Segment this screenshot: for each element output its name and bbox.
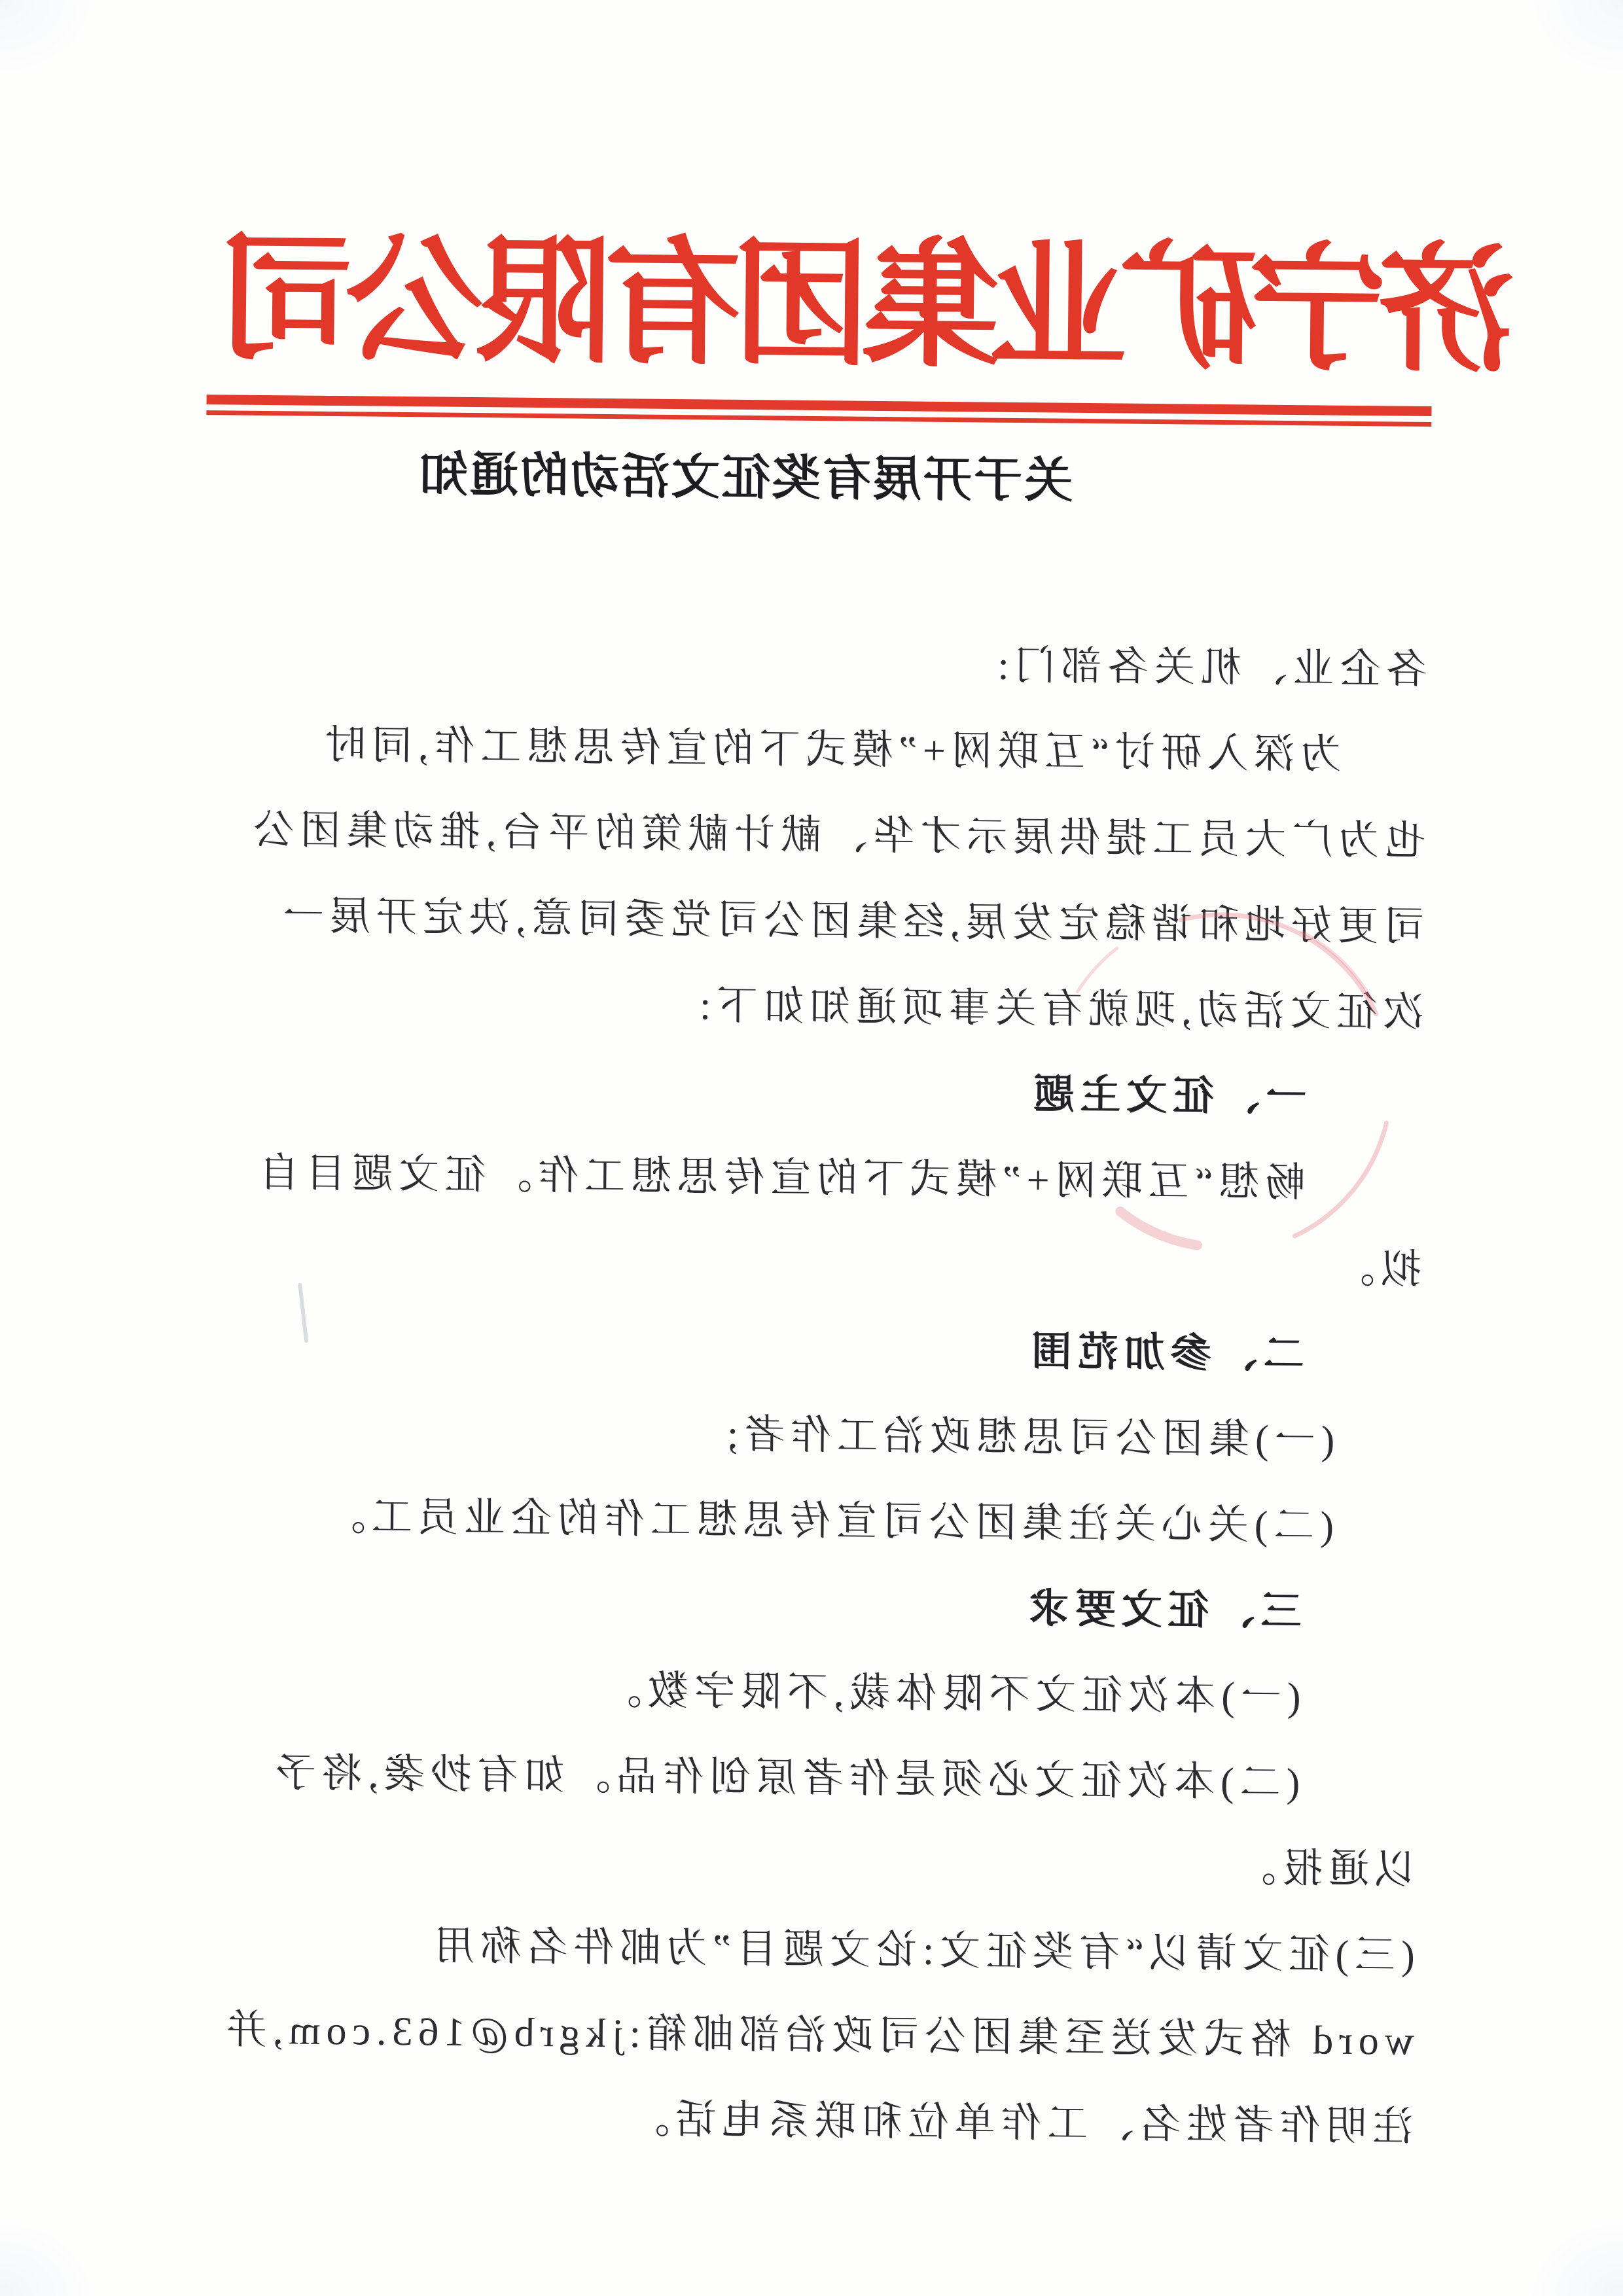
official-seal-stamp-icon (1029, 891, 1416, 1277)
body-line: word 格式发送至集团公司政治部邮箱:jkgrb@163.com,并 (220, 2007, 1414, 2064)
body-line: (二)关心关注集团公司宣传思想工作的企业员工。 (319, 1494, 1334, 1549)
body-line: 为深入研讨“互联网+”模式下的宣传思想工作,同时 (319, 722, 1342, 777)
body-line: 以通报。 (1229, 1846, 1416, 1892)
body-line: 也为广大员工提供展示才华、献计献策的平台,推动集团公 (247, 807, 1426, 864)
body-line: (二)本次征文必须是作者原创作品。如有抄袭,将予 (269, 1751, 1300, 1806)
body-line: 注明作者姓名、工作单位和联系电话。 (623, 2097, 1414, 2149)
section-heading: 一、征文主题 (1027, 1072, 1307, 1120)
section-heading: 二、参加范围 (1025, 1330, 1304, 1377)
body-line: 次征文活动,现就有关事项通知如下: (693, 983, 1424, 1035)
body-line: 司更好地和谐稳定发展,经集团公司党委同意,决定开展一 (277, 894, 1425, 949)
section-heading: 三、征文要求 (1022, 1587, 1302, 1634)
organization-name: 济宁矿业集团有限公司 (224, 224, 1516, 389)
document-body (183, 616, 1428, 2170)
document-title: 关于开展有奖征文活动的通知 (417, 448, 1073, 508)
body-line: 拟。 (1328, 1246, 1422, 1292)
body-line: (一)集团公司思想政治工作者; (721, 1412, 1335, 1463)
body-line: 各企业、机关各部门: (991, 643, 1428, 693)
body-line: 畅想“互联网+”模式下的宣传思想工作。征文题目自 (253, 1150, 1306, 1206)
body-line: (一)本次征文不限体裁,不限字数。 (595, 1668, 1301, 1720)
body-line: (三)征文请以“有奖征文:论文题目”为邮件名称用 (428, 1924, 1416, 1978)
